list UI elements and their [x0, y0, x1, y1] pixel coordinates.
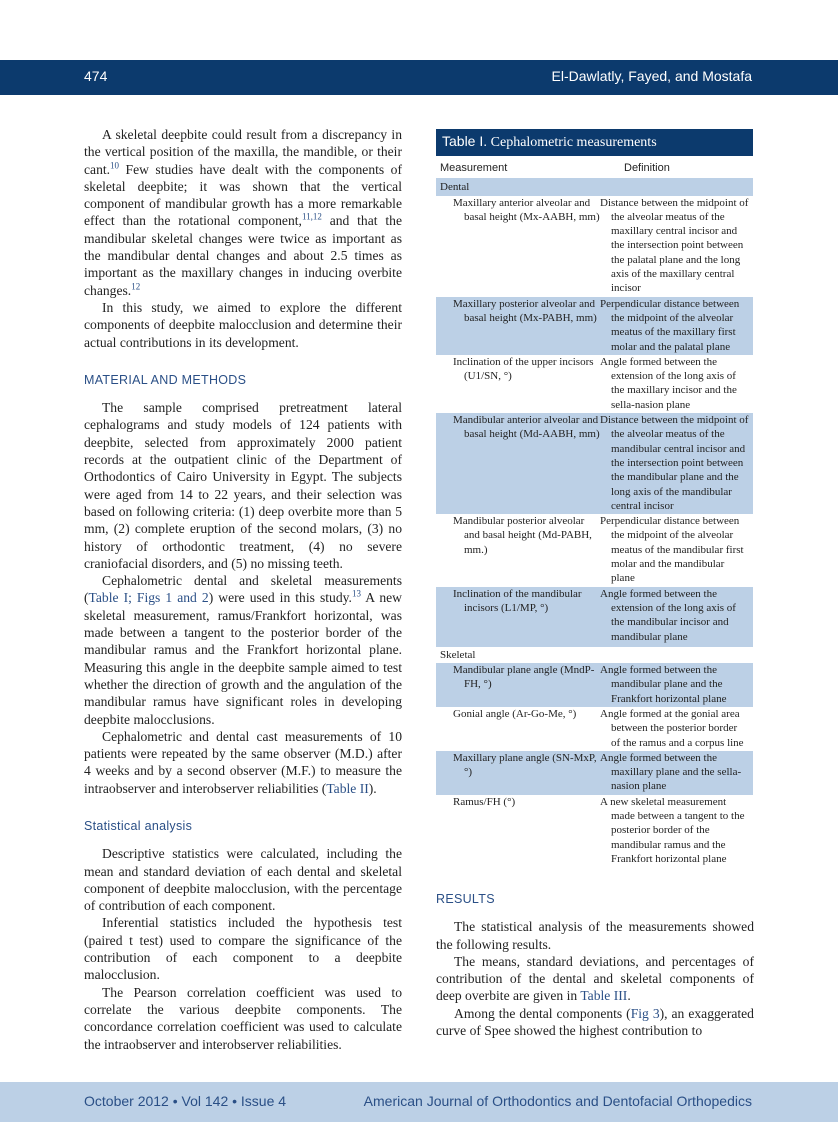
paragraph: Cephalometric dental and skeletal measurements (Table I; Figs 1 and 2) were used in this study.$^{13}$ A new skeletal measurement, ramus/Frankfort horizontal, was made between a tangent to the posterior border of the mandibular ramus and the Frankfort horizontal plane. Measuring this angle in the deepbite sample aimed to test whether the direction of growth and the angulation of the mandibular ramus have significant roles in developing deepbite malocclusions. [84, 573, 403, 727]
table-row: Inclination of the upper incisors (U1/SN, °) Angle formed between the extension of the long axis of the maxillary incisor and the sella-nasion plane [453, 355, 737, 411]
table-title: Table I. Cephalometric measurements [436, 129, 753, 156]
page-footer [0, 1082, 838, 1122]
paragraph: The sample comprised pretreatment lateral cephalograms and study models of 124 patients with deepbite, selected from approximately 2000 patient records at the outpatient clinic of the Department of Orthodontics of Cairo University in Egypt. The subjects were aged from 14 to 22 years, and their selection was based on following criteria: (1) deep overbite more than 5 mm, (2) complete eruption of the second molars, (3) no history of orthodontic treatment, (4) no severe craniofacial disorders, and (5) no missing teeth. [84, 400, 402, 571]
table-row: Gonial angle (Ar-Go-Me, °) Angle formed at the gonial area between the posterior border of the ramus and a corpus line [453, 707, 744, 749]
journal-name: American Journal of Orthodontics and Dentofacial Orthopedics [363, 1093, 752, 1109]
table-row: Mandibular anterior alveolar and basal height (Md-AABH, mm) Distance between the midpoint of the alveolar meatus of the mandibular central incisor and the intersection point between the mandibular plane and the long axis of the mandibular central incisor [436, 413, 753, 514]
paragraph: Inferential statistics included the hypothesis test (paired t test) used to compare the significance of the contribution of each component to a deepbite malocclusion. [84, 915, 402, 983]
paragraph: Among the dental components (Fig 3), an exaggerated curve of Spee showed the highest contribution to [436, 1005, 754, 1039]
table-figure-link[interactable]: Table I; Figs 1 and 2 [88, 590, 209, 606]
left-column [84, 126, 402, 1053]
figure-link[interactable]: Fig 3 [630, 1005, 660, 1021]
paragraph: The means, standard deviations, and percentages of contribution of the dental and skeletal components of deep overbite are given in Table III. [436, 953, 754, 1004]
table-section-dental: Dental [436, 179, 753, 195]
table-section-skeletal: Skeletal [436, 645, 753, 663]
table-row: Maxillary plane angle (SN-MxP, °) Angle formed between the maxillary plane and the sella-nasion plane [436, 751, 753, 795]
table-row: Inclination of the mandibular incisors (L1/MP, °) Angle formed between the extension of the long axis of the mandibular incisor and mandibular plane [436, 587, 753, 645]
page-number: 474 [84, 68, 108, 84]
paragraph: Descriptive statistics were calculated, including the mean and standard deviation of each dental and skeletal component of deepbite malocclusion, with the percentage of contribution of each component. [84, 846, 402, 914]
table-row: Maxillary anterior alveolar and basal height (Mx-AABH, mm) Distance between the midpoint of the alveolar meatus of the maxillary central incisor and the intersection point between the palatal plane and the long axis of the maxillary central incisor [453, 196, 749, 295]
table-row: Mandibular plane angle (MndP-FH, °) Angle formed between the mandibular plane and the Frankfort horizontal plane [436, 663, 753, 707]
issue-info: October 2012 • Vol 142 • Issue 4 [84, 1093, 287, 1109]
paragraph: The statistical analysis of the measurements showed the following results. [436, 919, 754, 952]
right-column [436, 870, 754, 1039]
paragraph: The Pearson correlation coefficient was used to correlate the various deepbite components. The concordance correlation coefficient was used to calculate the intraobserver and interobserver reliabilities. [84, 984, 402, 1052]
table-link[interactable]: Table II [326, 780, 369, 796]
paragraph: Cephalometric and dental cast measurements of 10 patients were repeated by the same observer (M.D.) after 4 weeks and by a second observer (M.F.) to measure the intraobserver and interobserver reliabilities (Table II). [84, 728, 402, 796]
table-link[interactable]: Table III [580, 988, 628, 1004]
table-cephalometric [436, 129, 753, 867]
running-authors: El-Dawlatly, Fayed, and Mostafa [551, 68, 752, 84]
table-row: Ramus/FH (°) A new skeletal measurement made between a tangent to the posterior border of the mandibular ramus and the Frankfort horizontal plane [453, 795, 745, 865]
paragraph: A skeletal deepbite could result from a discrepancy in the vertical position of the maxilla, the mandible, or their cant.$^{10}$ Few studies have dealt with the components of skeletal deepbite; it was shown that the vertical component of mandibular growth has a more remarkable effect than the rotational component,$^{11,12}$ and that the mandibular skeletal changes were twice as important as the mandibular dental changes and about 2.5 times as important as the maxillary changes in inducing overbite changes.$^{12}$ [84, 127, 402, 298]
table-row: Maxillary posterior alveolar and basal height (Mx-PABH, mm) Perpendicular distance between the midpoint of the alveolar meatus of the maxillary first molar and the palatal plane [436, 297, 753, 355]
page-header [0, 60, 838, 95]
table-row: Mandibular posterior alveolar and basal height (Md-PABH, mm.) Perpendicular distance between the midpoint of the alveolar meatus of the mandibular first molar and the mandibular plane [453, 515, 744, 585]
table-header: Measurement Definition [436, 156, 753, 179]
section-heading-methods: MATERIAL AND METHODS [84, 372, 247, 387]
paragraph: In this study, we aimed to explore the different components of deepbite malocclusion and determine their actual contributions in its development. [84, 299, 402, 350]
section-heading-results: RESULTS [436, 892, 495, 906]
section-heading-statistics: Statistical analysis [84, 818, 193, 833]
